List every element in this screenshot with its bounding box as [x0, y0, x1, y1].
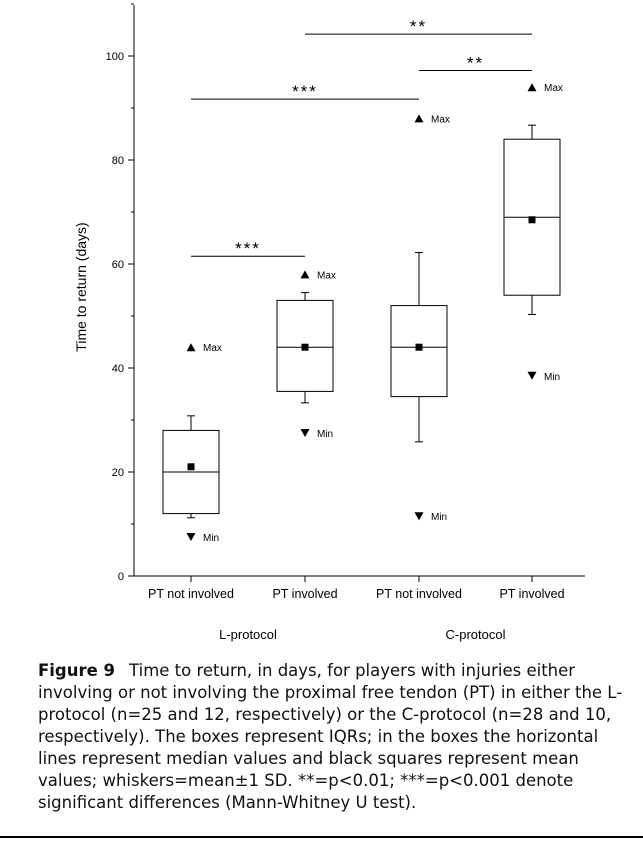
- figure-label: Figure 9: [38, 661, 116, 680]
- min-label: Min: [431, 512, 448, 524]
- mean-marker: [302, 344, 309, 351]
- y-tick-label: 40: [111, 363, 124, 375]
- box-2: [277, 270, 336, 440]
- min-marker: [187, 533, 196, 541]
- y-axis-label: Time to return (days): [73, 222, 89, 352]
- group-label: L-protocol: [219, 627, 277, 642]
- min-label: Min: [544, 371, 561, 383]
- significance-label: **: [409, 17, 428, 37]
- y-tick-label: 80: [111, 155, 124, 167]
- min-marker: [301, 429, 310, 437]
- max-marker: [301, 270, 310, 278]
- x-tick-label: PT involved: [499, 587, 565, 601]
- figure-caption: [38, 660, 623, 814]
- x-tick-label: PT involved: [272, 587, 338, 601]
- x-tick-label: PT not involved: [376, 587, 462, 601]
- max-label: Max: [544, 83, 563, 95]
- max-marker: [528, 83, 537, 91]
- min-marker: [528, 372, 537, 380]
- max-label: Max: [317, 270, 336, 282]
- y-tick-label: 20: [111, 467, 124, 479]
- x-tick-label: PT not involved: [148, 587, 234, 601]
- max-marker: [187, 343, 196, 351]
- y-tick-label: 60: [111, 259, 124, 271]
- y-tick-label: 0: [117, 571, 124, 583]
- y-tick-label: 100: [105, 51, 124, 63]
- min-label: Min: [317, 429, 334, 440]
- group-label: C-protocol: [445, 627, 506, 642]
- box-3: [391, 114, 450, 523]
- significance-label: **: [466, 53, 485, 73]
- box-1: [163, 343, 222, 544]
- axes: [106, 4, 585, 642]
- caption-text: Time to return, in days, for players with injuries either involving or not involving the proximal free tendon (PT) in either the L-protocol (n=25 and 12, respectively) or the C-protocol (n=28 and 10, respectively). The boxes represent IQRs; in the boxes the horizontal lines represent median values and black squares represent mean values; whiskers=mean±1 SD. **=p<0.01; ***=p<0.001 denote significant differences (Mann-Whitney U test).: [38, 661, 623, 812]
- max-marker: [415, 114, 424, 122]
- bottom-rule: [0, 836, 643, 838]
- box-4: [504, 83, 563, 383]
- max-label: Max: [203, 343, 222, 355]
- mean-marker: [529, 216, 536, 223]
- mean-marker: [188, 463, 195, 470]
- significance-label: ***: [292, 82, 318, 102]
- max-label: Max: [431, 114, 450, 126]
- min-label: Min: [203, 533, 220, 544]
- min-marker: [415, 512, 424, 520]
- significance-label: ***: [235, 239, 261, 259]
- mean-marker: [416, 344, 423, 351]
- plot-marks: [163, 17, 563, 544]
- iqr-box: [391, 306, 447, 397]
